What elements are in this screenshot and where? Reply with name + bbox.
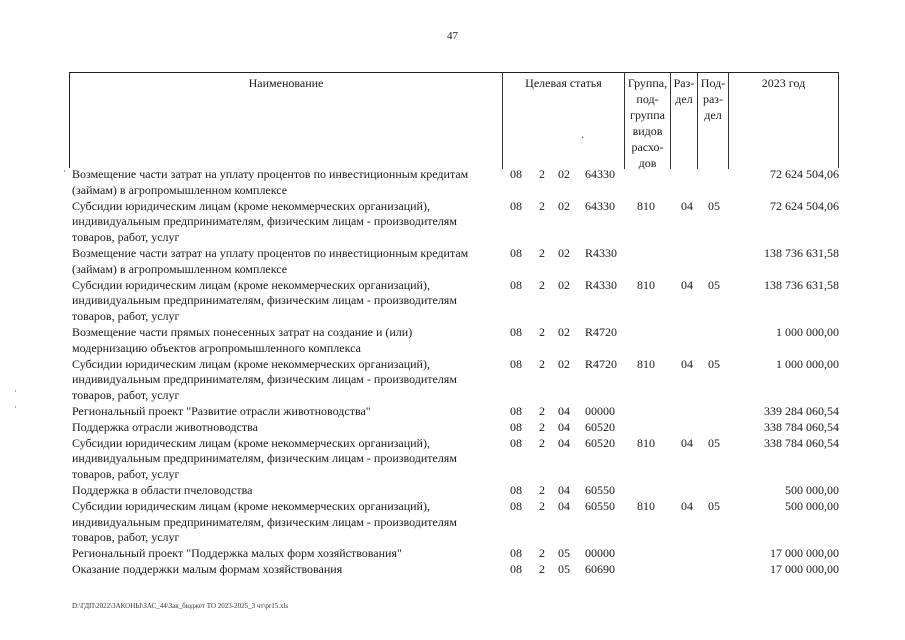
row-name: Субсидии юридическим лицам (кроме некоммерческих организаций), индивидуальным предпринимателям, физическим лицам - производителям товаров, работ, услуг: [72, 356, 457, 403]
row-name: Возмещение части затрат на уплату процентов по инвестиционным кредитам (займам) в агропромышленном комплексе: [72, 167, 469, 197]
row-code: R4720: [585, 324, 618, 339]
row-code: R4720: [585, 356, 618, 371]
row-group: 810: [637, 198, 655, 213]
header-podrazdel: [697, 73, 728, 169]
header-razdel-line: Раз-: [673, 76, 695, 90]
table-row: [0, 278, 905, 325]
row-code: 00000: [585, 403, 615, 418]
row-code: 60690: [585, 561, 615, 576]
row-group: 810: [637, 356, 655, 371]
row-program: 08: [510, 198, 522, 213]
table-row: [0, 246, 905, 278]
row-subprogram: 2: [539, 435, 545, 450]
row-name: Субсидии юридическим лицам (кроме некоммерческих организаций), индивидуальным предпринимателям, физическим лицам - производителям товаров, работ, услуг: [72, 198, 457, 245]
row-amount: 338 784 060,54: [764, 435, 839, 450]
speck-mark: ·: [14, 402, 17, 412]
table-row: [0, 357, 905, 404]
speck-mark: ·: [581, 133, 585, 144]
table-row: [0, 420, 905, 436]
row-program: 08: [510, 356, 522, 371]
row-podrazdel: 05: [708, 435, 720, 450]
header-group-line: группа: [630, 108, 665, 122]
row-razdel: 04: [681, 356, 693, 371]
row-amount: 17 000 000,00: [770, 561, 839, 576]
speck-mark: ·: [63, 166, 66, 176]
row-podrazdel: 05: [708, 277, 720, 292]
row-subprogram: 2: [539, 482, 545, 497]
row-name: Субсидии юридическим лицам (кроме некоммерческих организаций), индивидуальным предпринимателям, физическим лицам - производителям товаров, работ, услуг: [72, 435, 457, 482]
row-event: 04: [558, 419, 570, 434]
row-program: 08: [510, 498, 522, 513]
row-event: 02: [558, 324, 570, 339]
table-row: [0, 167, 905, 199]
row-code: R4330: [585, 277, 618, 292]
row-name: Возмещение части прямых понесенных затрат на создание и (или) модернизацию объектов агропромышленного комплекса: [72, 324, 413, 355]
row-subprogram: 2: [539, 561, 545, 576]
row-name: Поддержка в области пчеловодства: [72, 482, 253, 497]
table-row: [0, 546, 905, 562]
row-name: Субсидии юридическим лицам (кроме некоммерческих организаций), индивидуальным предпринимателям, физическим лицам - производителям товаров, работ, услуг: [72, 498, 457, 545]
table-row: [0, 325, 905, 357]
row-podrazdel: 05: [708, 498, 720, 513]
row-subprogram: 2: [539, 419, 545, 434]
row-podrazdel: 05: [708, 198, 720, 213]
row-program: 08: [510, 435, 522, 450]
row-group: 810: [637, 277, 655, 292]
row-event: 05: [558, 561, 570, 576]
row-subprogram: 2: [539, 198, 545, 213]
table-row: [0, 404, 905, 420]
row-code: 60550: [585, 498, 615, 513]
row-event: 02: [558, 245, 570, 260]
header-group-line: дов: [638, 156, 657, 170]
row-subprogram: 2: [539, 324, 545, 339]
row-group: 810: [637, 498, 655, 513]
row-name: Региональный проект "Поддержка малых форм хозяйствования": [72, 546, 402, 561]
row-event: 04: [558, 482, 570, 497]
row-subprogram: 2: [539, 167, 545, 181]
header-podrazdel-line: дел: [704, 108, 722, 122]
row-amount: 72 624 504,06: [770, 198, 839, 213]
header-name: [70, 73, 502, 169]
row-amount: 1 000 000,00: [776, 356, 839, 371]
row-name: Оказание поддержки малым формам хозяйствования: [72, 561, 343, 576]
row-name: Возмещение части затрат на уплату процентов по инвестиционным кредитам (займам) в агропромышленном комплексе: [72, 245, 469, 276]
row-subprogram: 2: [539, 403, 545, 418]
header-group-line: видов: [632, 124, 663, 138]
header-name-label: Наименование: [248, 76, 324, 90]
row-event: 02: [558, 277, 570, 292]
row-program: 08: [510, 546, 522, 561]
row-razdel: 04: [681, 198, 693, 213]
row-name: Региональный проект "Развитие отрасли животноводства": [72, 403, 371, 418]
row-subprogram: 2: [539, 546, 545, 561]
row-event: 02: [558, 167, 570, 181]
header-group: [624, 73, 670, 169]
row-razdel: 04: [681, 498, 693, 513]
row-amount: 138 736 631,58: [764, 245, 839, 260]
header-razdel-line: дел: [675, 92, 693, 106]
row-code: 60550: [585, 482, 615, 497]
header-year: [728, 73, 838, 169]
row-program: 08: [510, 167, 522, 181]
header-podrazdel-line: раз-: [702, 92, 724, 106]
header-year-label: 2023 год: [761, 76, 806, 90]
row-amount: 1 000 000,00: [776, 324, 839, 339]
row-amount: 500 000,00: [785, 498, 839, 513]
row-razdel: 04: [681, 277, 693, 292]
row-event: 05: [558, 546, 570, 561]
row-amount: 500 000,00: [785, 482, 839, 497]
header-target: [502, 73, 624, 169]
row-code: 64330: [585, 167, 615, 181]
table-row: [0, 499, 905, 546]
row-program: 08: [510, 245, 522, 260]
row-amount: 72 624 504,06: [770, 167, 839, 181]
row-event: 04: [558, 498, 570, 513]
row-event: 04: [558, 435, 570, 450]
table-row: [0, 483, 905, 499]
row-amount: 138 736 631,58: [764, 277, 839, 292]
table-header: [69, 72, 839, 168]
page-number: 47: [447, 30, 458, 42]
row-program: 08: [510, 561, 522, 576]
row-code: R4330: [585, 245, 618, 260]
budget-table-body: [0, 167, 905, 578]
speck-mark: ·: [14, 386, 17, 396]
header-group-line: под-: [636, 92, 659, 106]
row-amount: 339 284 060,54: [764, 403, 839, 418]
row-subprogram: 2: [539, 498, 545, 513]
header-podrazdel-line: Под-: [700, 76, 726, 90]
row-subprogram: 2: [539, 356, 545, 371]
header-group-line: расхо-: [631, 140, 664, 154]
header-razdel: [670, 73, 697, 169]
row-razdel: 04: [681, 435, 693, 450]
table-row: [0, 199, 905, 246]
row-group: 810: [637, 435, 655, 450]
row-name: Субсидии юридическим лицам (кроме некоммерческих организаций), индивидуальным предпринимателям, физическим лицам - производителям товаров, работ, услуг: [72, 277, 457, 324]
row-event: 02: [558, 356, 570, 371]
row-program: 08: [510, 403, 522, 418]
row-code: 60520: [585, 419, 615, 434]
row-event: 04: [558, 403, 570, 418]
row-program: 08: [510, 324, 522, 339]
row-program: 08: [510, 482, 522, 497]
row-subprogram: 2: [539, 245, 545, 260]
table-row: [0, 436, 905, 483]
row-code: 00000: [585, 546, 615, 561]
row-amount: 338 784 060,54: [764, 419, 839, 434]
row-program: 08: [510, 419, 522, 434]
row-subprogram: 2: [539, 277, 545, 292]
header-target-label: Целевая статья: [525, 76, 602, 90]
row-name: Поддержка отрасли животноводства: [72, 419, 258, 434]
table-row: [0, 562, 905, 578]
footer-file-path: D:\ГДП\2022\ЗАКОНЫ\ЗАС_44\Зак_бюджет ТО 2023-2025_3 чт\pr15.xls: [72, 602, 289, 610]
row-code: 64330: [585, 198, 615, 213]
row-podrazdel: 05: [708, 356, 720, 371]
header-group-line: Группа,: [627, 76, 668, 90]
row-amount: 17 000 000,00: [770, 546, 839, 561]
row-program: 08: [510, 277, 522, 292]
row-event: 02: [558, 198, 570, 213]
row-code: 60520: [585, 435, 615, 450]
